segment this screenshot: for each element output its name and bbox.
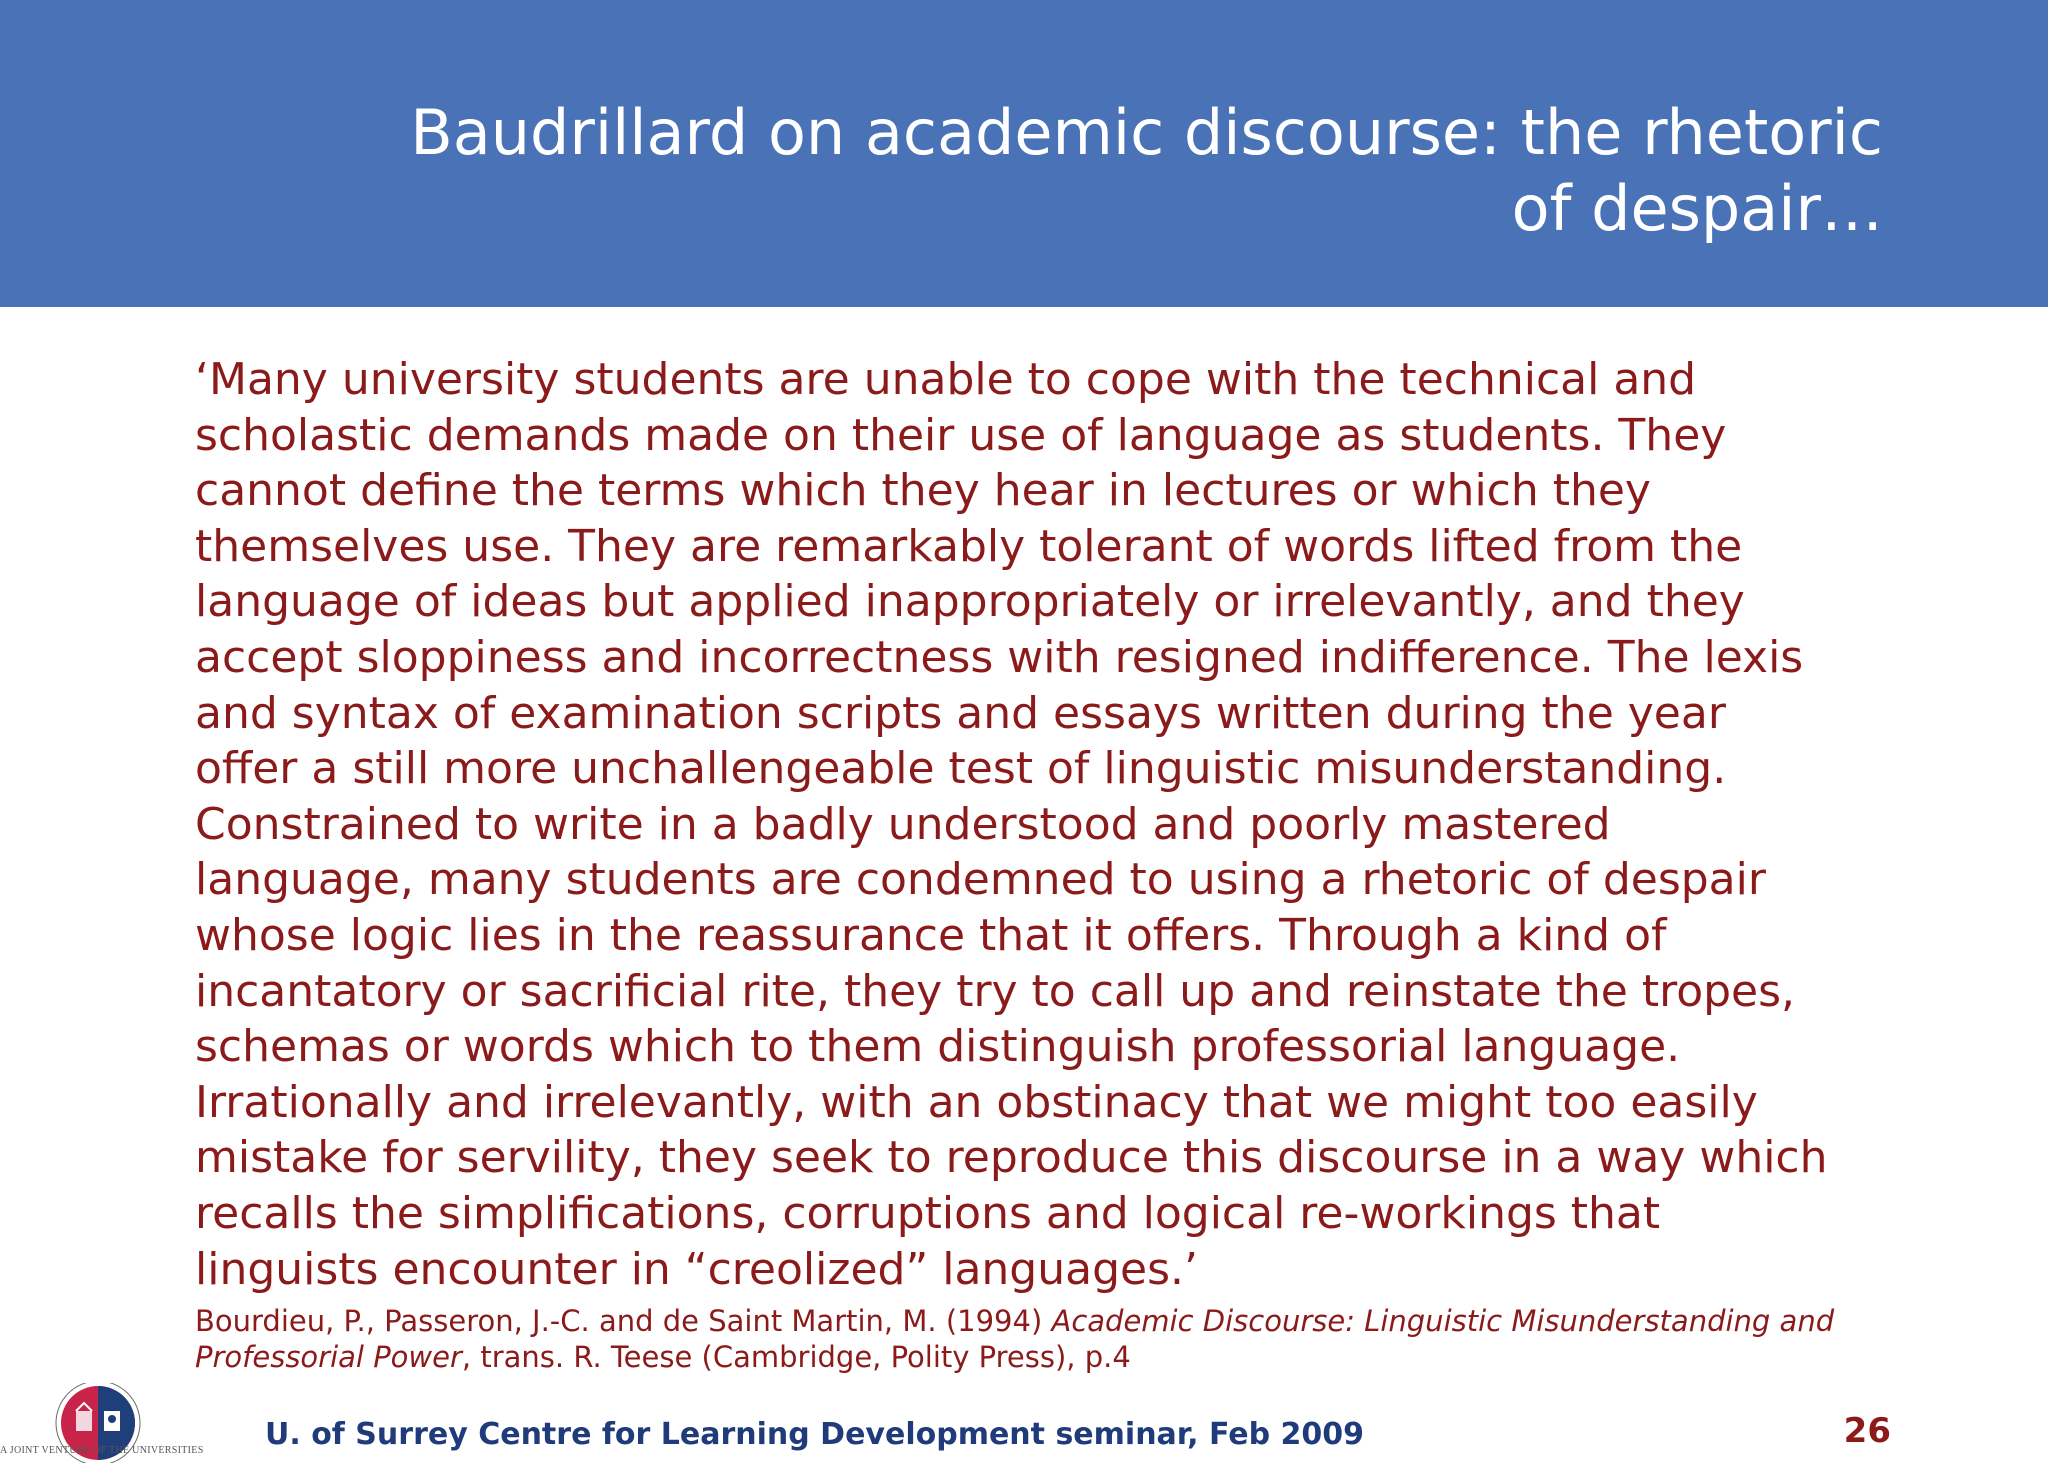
quote-line: Irrationally and irrelevantly, with an obstinacy that we might too easily [195,1076,1758,1128]
page-number: 26 [1843,1411,1891,1451]
quote-line: incantatory or sacrificial rite, they try to call up and reinstate the tropes, [195,965,1796,1017]
quote-line: mistake for servility, they seek to reproduce this discourse in a way which [195,1132,1828,1184]
quote-line: offer a still more unchallengeable test of linguistic misunderstanding. [195,743,1727,795]
slide-title: Baudrillard on academic discourse: the rhetoric of despair… [410,96,1883,245]
quote-line: Constrained to write in a badly understood and poorly mastered [195,798,1611,850]
citation-authors: Bourdieu, P., Passeron, J.-C. and de Saint Martin, M. (1994) [195,1304,1052,1338]
quote-line: language, many students are condemned to using a rhetoric of despair [195,854,1766,906]
quote-line: schemas or words which to them distinguish professorial language. [195,1021,1681,1073]
quote-line: and syntax of examination scripts and essays written during the year [195,687,1726,739]
quote-line: ‘Many university students are unable to cope with the technical and [195,354,1697,405]
citation [195,1303,1995,1375]
quote-line: recalls the simplifications, corruptions and logical re-workings that [195,1187,1661,1239]
footer-text: U. of Surrey Centre for Learning Development seminar, Feb 2009 [265,1417,1365,1452]
quote-line: accept sloppiness and incorrectness with resigned indifference. The lexis [195,631,1804,683]
quote-block [195,352,2045,1297]
quote-line: themselves use. They are remarkably tolerant of words lifted from the [195,520,1743,572]
citation-title: Academic Discourse: Linguistic Misunderstanding and Professorial Power [195,1304,1835,1374]
quote-line: linguists encounter in “creolized” languages.’ [195,1243,1198,1295]
quote-line: whose logic lies in the reassurance that it offers. Through a kind of [195,909,1667,961]
quote-line: language of ideas but applied inappropriately or irrelevantly, and they [195,576,1745,628]
quote-line: scholastic demands made on their use of language as students. They [195,409,1727,461]
logo-caption: A JOINT VENTURE OF THE UNIVERSITIES [0,1445,204,1456]
citation-details: , trans. R. Teese (Cambridge, Polity Press), p.4 [461,1340,1131,1374]
quote-line: cannot define the terms which they hear in lectures or which they [195,465,1651,517]
